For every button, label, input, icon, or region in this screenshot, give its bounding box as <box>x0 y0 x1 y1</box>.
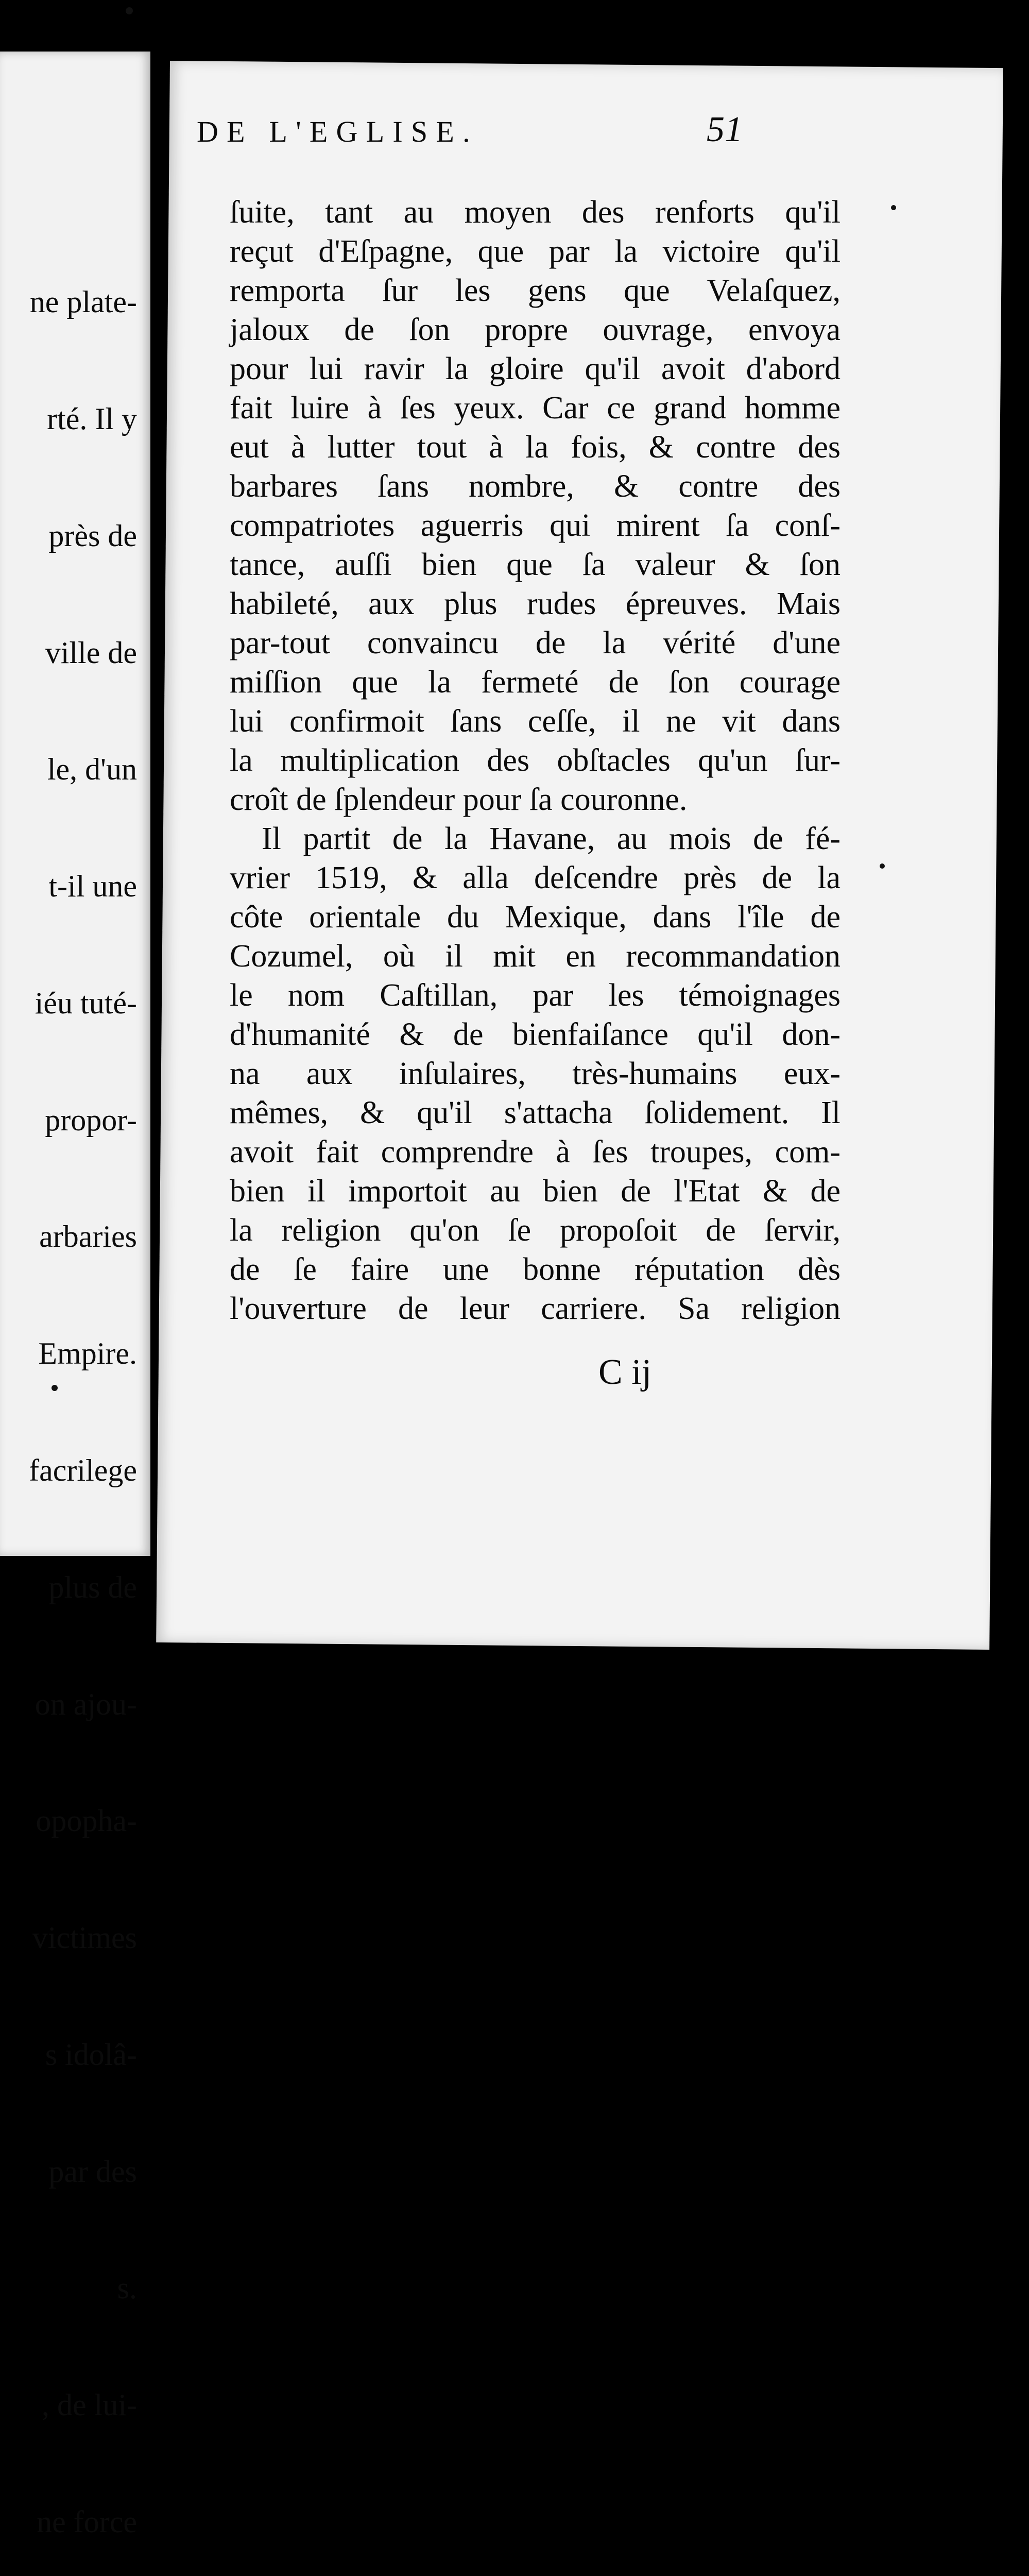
text-line: tance, auſſi bien que ſa valeur & ſon <box>230 547 841 582</box>
page-number: 51 <box>707 110 743 149</box>
text-line: par-tout convaincu de la vérité d'une <box>230 625 841 660</box>
text-line: pour lui ravir la gloire qu'il avoit d'abord <box>230 351 841 386</box>
prev-line: près de <box>48 518 137 553</box>
prev-line: propor- <box>45 1103 137 1137</box>
text-line: eut à lutter tout à la fois, & contre des <box>230 430 841 465</box>
text-line: de ſe faire une bonne réputation dès <box>230 1252 841 1287</box>
text-line: mêmes, & qu'il s'attacha ſolidement. Il <box>230 1095 841 1130</box>
text-line: croît de ſplendeur pour ſa couronne. <box>230 782 688 817</box>
text-line: côte orientale du Mexique, dans l'île de <box>230 900 841 935</box>
ink-speck <box>880 863 885 869</box>
prev-line: , de lui- <box>42 2388 137 2422</box>
running-head-title: DE L'EGLISE. <box>197 115 478 148</box>
ink-speck <box>126 7 133 14</box>
prev-line: on ajou- <box>35 1687 137 1721</box>
text-line: la multiplication des obſtacles qu'un ſur- <box>230 743 841 778</box>
text-line: fait luire à ſes yeux. Car ce grand homme <box>230 391 841 426</box>
signature-mark: C ij <box>598 1352 652 1392</box>
text-line: vrier 1519, & alla deſcendre près de la <box>230 860 841 895</box>
text-line: Cozumel, où il mit en recommandation <box>230 939 841 974</box>
text-line: remporta ſur les gens que Velaſquez, <box>230 273 841 308</box>
text-line: ſuite, tant au moyen des renforts qu'il <box>230 195 841 230</box>
prev-line: arbaries <box>39 1219 137 1254</box>
prev-line: victimes <box>32 1921 137 1955</box>
text-line: miſſion que la fermeté de ſon courage <box>230 665 841 700</box>
text-line: jaloux de ſon propre ouvrage, envoya <box>230 312 841 347</box>
text-line: la religion qu'on ſe propoſoit de ſervir, <box>230 1213 841 1248</box>
prev-line: rté. Il y <box>47 401 137 436</box>
prev-line: le, d'un <box>47 752 137 787</box>
text-line: reçut d'Eſpagne, que par la victoire qu'il <box>230 234 841 269</box>
prev-line: opopha- <box>36 1804 137 1838</box>
text-line: na aux inſulaires, très-humains eux- <box>230 1056 841 1091</box>
prev-line: s. <box>117 2271 137 2306</box>
text-line: d'humanité & de bienfaiſance qu'il don- <box>230 1017 841 1052</box>
prev-line: ne force <box>37 2505 137 2539</box>
page-body-text <box>230 193 841 1328</box>
prev-line: ne plate- <box>29 285 137 319</box>
ink-speck <box>891 205 896 210</box>
prev-line: iéu tuté- <box>35 986 137 1020</box>
text-line: habileté, aux plus rudes épreuves. Mais <box>230 586 841 621</box>
running-head <box>197 109 743 166</box>
prev-line: plus de <box>48 1570 137 1604</box>
prev-line: ville de <box>45 635 137 670</box>
text-line: compatriotes aguerris qui mirent ſa conſ- <box>230 508 841 543</box>
text-line: bien il importoit au bien de l'Etat & de <box>230 1174 841 1209</box>
previous-page <box>0 52 150 2539</box>
text-line: Il partit de la Havane, au mois de fé- <box>262 821 841 856</box>
prev-line: par des <box>48 2154 137 2189</box>
text-line: barbares ſans nombre, & contre des <box>230 469 841 504</box>
text-line: l'ouverture de leur carriere. Sa religion <box>230 1291 841 1326</box>
text-line: avoit fait comprendre à ſes troupes, com- <box>230 1134 841 1170</box>
text-line: lui confirmoit ſans ceſſe, il ne vit dans <box>230 704 841 739</box>
ink-speck <box>52 1385 58 1391</box>
previous-page-text <box>29 205 137 2576</box>
prev-line: Empire. <box>38 1336 137 1371</box>
prev-line: s idolâ- <box>45 2037 137 2072</box>
prev-line: facrilege <box>29 1453 137 1487</box>
text-line: le nom Caſtillan, par les témoignages <box>230 978 841 1013</box>
prev-line: t-il une <box>48 869 137 904</box>
